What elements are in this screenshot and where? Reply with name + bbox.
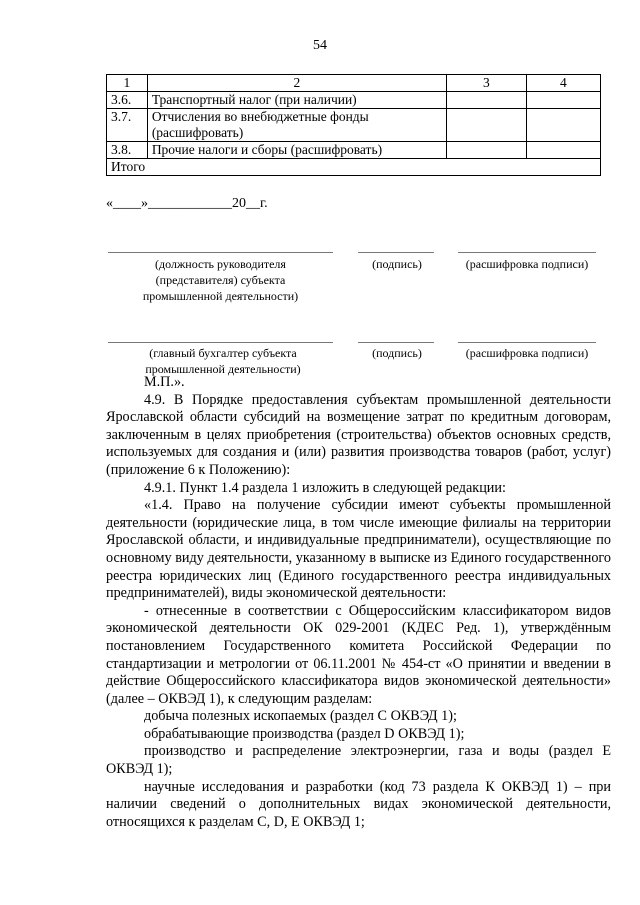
- signature-caption: (подпись): [372, 257, 422, 271]
- stamp-text: М.П.».: [144, 374, 185, 390]
- position-caption: (должность руководителя (представителя) субъекта промышленной деятельности): [142, 257, 299, 303]
- signature-line: [458, 252, 596, 253]
- row-value-cell: [446, 109, 526, 142]
- row-value-cell: [446, 142, 526, 159]
- tax-table: [106, 74, 601, 176]
- row-value-cell: [526, 92, 600, 109]
- table-total-row: [107, 159, 601, 176]
- paragraph: научные исследования и разработки (код 73 раздела К ОКВЭД 1) – при наличии сведений о дополнительных видах экономической деятельности, относящихся к разделам C, D, E ОКВЭД 1;: [106, 778, 611, 830]
- signature-line: [108, 252, 333, 253]
- table-header-row: [107, 75, 601, 92]
- signature-line: [358, 252, 434, 253]
- row-value-cell: [526, 142, 600, 159]
- paragraph: обрабатывающие производства (раздел D ОКВЭД 1);: [144, 725, 465, 742]
- row-value-cell: [446, 92, 526, 109]
- row-label: Отчисления во внебюджетные фонды (расшифровать): [147, 109, 446, 142]
- paragraph: 4.9.1. Пункт 1.4 раздела 1 изложить в следующей редакции:: [144, 479, 506, 496]
- signature-line: [108, 342, 333, 343]
- total-label: Итого: [107, 159, 601, 176]
- row-number: 3.7.: [107, 109, 148, 142]
- paragraph: добыча полезных ископаемых (раздел C ОКВЭД 1);: [144, 708, 457, 725]
- table-header-cell: 1: [107, 75, 148, 92]
- table-row: [107, 142, 601, 159]
- table-header-cell: 3: [446, 75, 526, 92]
- paragraph: «1.4. Право на получение субсидии имеют субъекты промышленной деятельности (юридические лица, в том числе имеющие филиалы на территории Ярославской области, и индивидуальные предприниматели), осуществляющие по основному виду деятельности, указанному в выписке из Единого государственного реестра юридических лиц (Единого государственного реестра индивидуальных предпринимателей), виды экономической деятельности:: [106, 497, 611, 602]
- paragraph: 4.9. В Порядке предоставления субъектам промышленной деятельности Ярославской области субсидий на возмещение затрат по кредитным договорам, заключенным в целях приобретения (строительства) объектов основных средств, используемых для создания и (или) развития производства товаров (работ, услуг) (приложение 6 к Положению):: [106, 391, 611, 478]
- signature-line: [358, 342, 434, 343]
- decoding-caption: (расшифровка подписи): [465, 346, 589, 360]
- row-label: Транспортный налог (при наличии): [147, 92, 446, 109]
- page-number: 54: [313, 38, 327, 53]
- paragraph: производство и распределение электроэнергии, газа и воды (раздел E ОКВЭД 1);: [106, 743, 611, 778]
- date-line: «____»____________20__г.: [106, 196, 268, 211]
- row-label: Прочие налоги и сборы (расшифровать): [147, 142, 446, 159]
- table-header-cell: 4: [526, 75, 600, 92]
- signature-line: [458, 342, 596, 343]
- decoding-caption: (расшифровка подписи): [465, 257, 589, 271]
- row-number: 3.6.: [107, 92, 148, 109]
- row-number: 3.8.: [107, 142, 148, 159]
- paragraph: - отнесенные в соответствии с Общероссийским классификатором видов экономической деятельности ОК 029-2001 (КДЕС Ред. 1), утверждённым постановлением Государственного комитета Российской Федерации по стандартизации и метрологии от 06.11.2001 № 454-ст «О принятии и введении в действие Общероссийского классификатора видов экономической деятельности» (далее – ОКВЭД 1), к следующим разделам:: [106, 602, 611, 707]
- row-value-cell: [526, 109, 600, 142]
- table-row: [107, 109, 601, 142]
- table-row: [107, 92, 601, 109]
- signature-caption: (подпись): [372, 346, 422, 360]
- document-body: [106, 374, 611, 831]
- position-caption: (главный бухгалтер субъекта промышленной деятельности): [145, 346, 301, 376]
- table-header-cell: 2: [147, 75, 446, 92]
